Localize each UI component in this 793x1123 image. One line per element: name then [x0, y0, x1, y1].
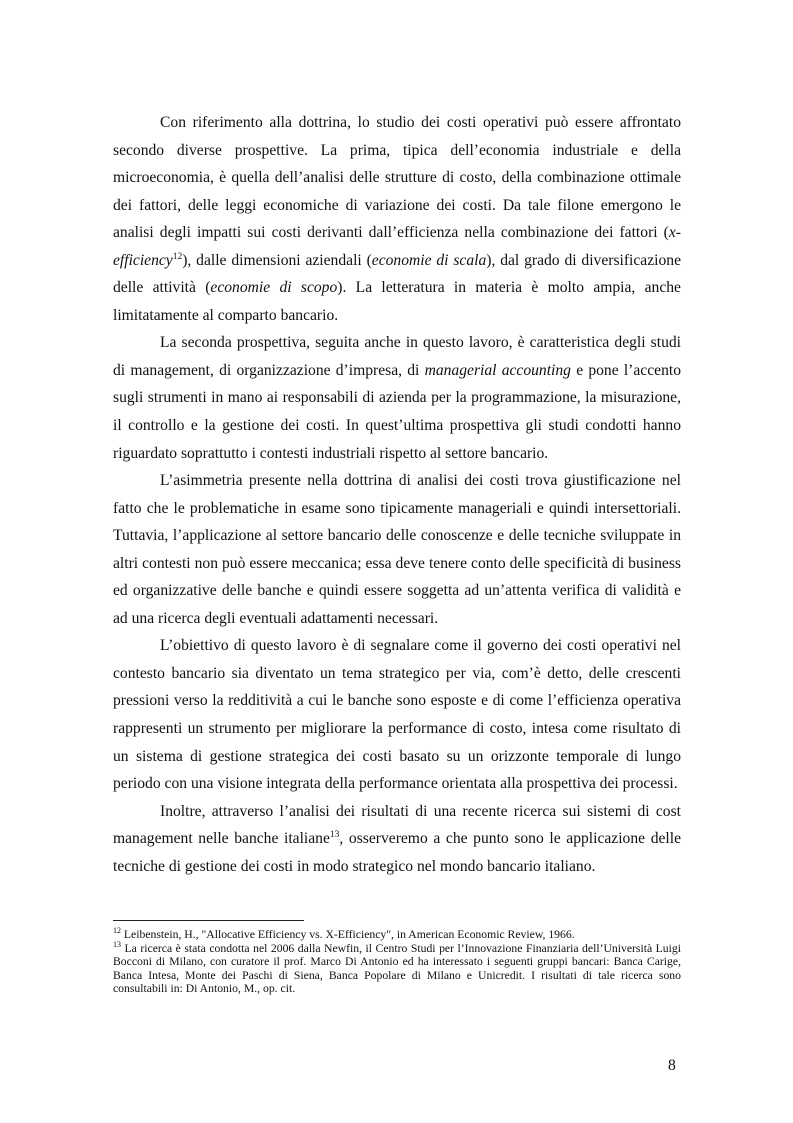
body-text	[113, 109, 681, 880]
text-run: ). La letteratura in materia è molto ampia, anche limitatamente al comparto bancario.	[113, 279, 681, 324]
footnotes	[113, 920, 681, 996]
italic-term: economie di scopo	[210, 279, 338, 297]
footnote-ref: 12	[172, 251, 183, 262]
footnote-number: 12	[113, 926, 121, 936]
text-run: ), dalle dimensioni aziendali (	[182, 251, 372, 269]
footnote-text: La ricerca è stata condotta nel 2006 dalla Newfin, il Centro Studi per l’Innovazione Finanziaria dell’Università Luigi Bocconi di Milano, con curatore il prof. Marco Di Antonio ed ha interessato i seguenti gruppi bancari: Banca Carige, Banca Intesa, Monte dei Paschi di Siena, Banca Popolare di Milano e Unicredit. I risultati di tale ricerca sono consultabili in: Di Antonio, M., op. cit.	[113, 941, 681, 996]
text-run: e pone l’accento sugli strumenti in mano ai responsabili di azienda per la programmazione, la misurazione, il controllo e la gestione dei costi. In quest’ultima prospettiva gli studi condotti hanno riguardato soprattutto i contesti industriali rispetto al settore bancario.	[113, 361, 681, 462]
paragraph	[113, 632, 681, 797]
text-run: ), dal grado di diversificazione delle attività (	[113, 251, 681, 297]
text-run: , osserveremo a che punto sono le applicazione delle tecniche di gestione dei costi in modo strategico nel mondo bancario italiano.	[113, 830, 682, 875]
footnote-separator	[113, 920, 304, 921]
text-run: La seconda prospettiva, seguita anche in questo lavoro, è caratteristica degli studi di management, di organizzazione d’impresa, di	[113, 334, 681, 379]
footnote	[113, 939, 681, 996]
paragraph	[113, 109, 681, 329]
italic-term: economie di scala	[371, 251, 487, 269]
italic-term: managerial accounting	[424, 361, 571, 379]
text-run: Con riferimento alla dottrina, lo studio dei costi operativi può essere affrontato secondo diverse prospettive. La prima, tipica dell’economia industriale e della microeconomia, è quella dell’analisi delle strutture di costo, della combinazione ottimale dei fattori, delle leggi economiche di variazione dei costi. Da tale filone emergono le analisi degli impatti sui costi derivanti dall’efficienza nella combinazione dei fattori (	[113, 114, 681, 242]
paragraph	[113, 329, 681, 467]
paragraph	[113, 798, 681, 881]
footnote-ref: 13	[329, 830, 340, 841]
footnote-number: 13	[113, 939, 121, 949]
footnote-text: Leibenstein, H., "Allocative Efficiency vs. X-Efficiency", in American Economic Review, 1966.	[121, 928, 575, 941]
footnote-list	[113, 928, 681, 996]
footnote	[113, 928, 681, 942]
text-run: L’asimmetria presente nella dottrina di analisi dei costi trova giustificazione nel fatto che le problematiche in esame sono tipicamente manageriali e quindi intersettoriali. Tuttavia, l’applicazione al settore bancario delle conoscenze e delle tecniche sviluppate in altri contesti non può essere meccanica; essa deve tenere conto delle specificità di business ed organizzative delle banche e quindi essere soggetta ad un’attenta verifica di validità e ad una ricerca degli eventuali adattamenti necessari.	[113, 472, 681, 627]
page-number: 8	[668, 1057, 676, 1074]
italic-term: x-efficiency	[113, 224, 681, 269]
text-run: L’obiettivo di questo lavoro è di segnalare come il governo dei costi operativi nel contesto bancario sia diventato un tema strategico per via, com’è detto, delle crescenti pressioni verso la redditività a cui le banche sono esposte e di come l’efficienza operativa rappresenti un strumento per migliorare la performance di costo, intesa come risultato di un sistema di gestione strategica dei costi basato su un orizzonte temporale di lungo periodo con una visione integrata della performance orientata alla prospettiva dei processi.	[113, 637, 681, 793]
paragraph	[113, 467, 681, 632]
text-run: Inoltre, attraverso l’analisi dei risultati di una recente ricerca sui sistemi di cost management nelle banche italiane	[113, 802, 681, 848]
